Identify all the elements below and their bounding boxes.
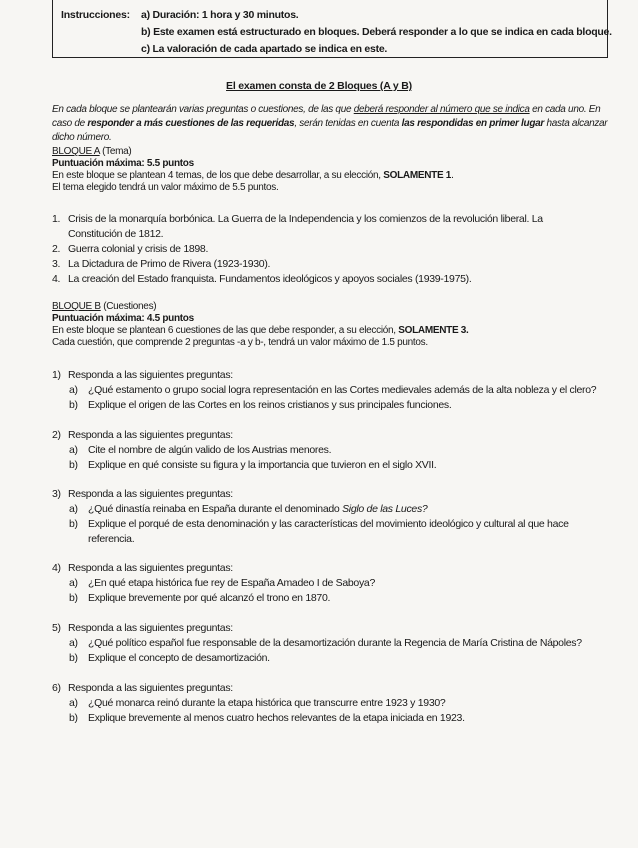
instructions-box	[52, 0, 612, 58]
text-segment: 1.	[52, 213, 61, 225]
text-segment: 3.	[52, 258, 61, 270]
text-segment: 4)	[52, 562, 61, 574]
text-segment: a)	[69, 384, 78, 396]
text-segment: 6) Responda a las siguientes preguntas:	[52, 682, 233, 694]
text-segment: 3)	[52, 488, 61, 500]
text-segment: 1)	[52, 369, 61, 381]
block-a-score: Puntuación máxima: 5.5 puntos	[52, 158, 194, 169]
block-a-name: BLOQUE A	[52, 146, 100, 157]
question-6-a: a) ¿Qué monarca reinó durante la etapa histórica que transcurre entre 1923 y 1930?	[69, 697, 446, 709]
question-3-a: a) ¿Qué dinastía reinaba en España durante el denominado Siglo de las Luces?	[69, 503, 428, 515]
block-a-desc-2: El tema elegido tendrá un valor máximo de 5.5 puntos.	[52, 182, 279, 193]
instruction-line: a) Duración: 1 hora y 30 minutos.	[141, 9, 299, 21]
question-4	[52, 561, 612, 606]
instruction-line: c) La valoración de cada apartado se indica en este.	[141, 43, 388, 55]
block-b-desc: En este bloque se plantean 6 cuestiones de las que debe responder, a su elección, SOLAMENTE 3.	[52, 325, 469, 336]
block-a-desc: En este bloque se plantean 4 temas, de los que debe desarrollar, a su elección, SOLAMENTE 1.	[52, 170, 454, 181]
block-b-header	[52, 301, 612, 349]
text-segment: a)	[69, 637, 78, 649]
text-segment: a)	[69, 577, 78, 589]
text-segment: 3) Responda a las siguientes preguntas:	[52, 488, 233, 500]
topic-list	[52, 212, 582, 287]
text-segment: 1) Responda a las siguientes preguntas:	[52, 369, 233, 381]
question-2-b: b) Explique en qué consiste su figura y la importancia que tuvieron en el siglo XVII.	[69, 459, 437, 471]
text-segment: b)	[69, 459, 78, 471]
text-segment: 4) Responda a las siguientes preguntas:	[52, 562, 233, 574]
text-segment: 5) Responda a las siguientes preguntas:	[52, 622, 233, 634]
intro-paragraph: En cada bloque se plantearán varias preguntas o cuestiones, de las que deberá responder al número que se indica en cada uno. En caso de responder a más cuestiones de las requeridas, serán tenidas en cuenta las respondidas en primer lugar hasta alcanzar dicho número.	[52, 104, 608, 143]
question-5-a: a) ¿Qué político español fue responsable de la desamortización durante la Regencia de María Cristina de Nápoles?	[69, 637, 582, 649]
block-a-kind: (Tema)	[99, 146, 132, 157]
question-4-b: b) Explique brevemente por qué alcanzó el trono en 1870.	[69, 592, 331, 604]
question-1-b: b) Explique el origen de las Cortes en los reinos cristianos y sus principales funciones.	[69, 399, 452, 411]
block-a-header	[52, 146, 612, 194]
question-2	[52, 428, 612, 473]
list-item: 3. La Dictadura de Primo de Rivera (1923-1930).	[52, 258, 271, 270]
text-segment: a)	[69, 697, 78, 709]
question-2-a: a) Cite el nombre de algún valido de los Austrias menores.	[69, 444, 332, 456]
block-b-desc-2: Cada cuestión, que comprende 2 preguntas -a y b-, tendrá un valor máximo de 1.5 puntos.	[52, 337, 428, 348]
list-item: 1. Crisis de la monarquía borbónica. La Guerra de la Independencia y los comienzos de la revolución liberal. La Constitución de 1812.	[52, 213, 543, 240]
block-b-name: BLOQUE B	[52, 301, 101, 312]
text-segment: 2)	[52, 429, 61, 441]
text-segment: 2) Responda a las siguientes preguntas:	[52, 429, 233, 441]
question-1-a: a) ¿Qué estamento o grupo social logra representación en las Cortes medievales además de la alta nobleza y el clero?	[69, 384, 597, 396]
text-segment	[52, 301, 612, 313]
block-b-score: Puntuación máxima: 4.5 puntos	[52, 313, 194, 324]
question-6-b: b) Explique brevemente al menos cuatro hechos relevantes de la etapa iniciada en 1923.	[69, 712, 465, 724]
text-segment: 2.	[52, 243, 61, 255]
exam-title: El examen consta de 2 Bloques (A y B)	[226, 80, 412, 92]
question-5-b: b) Explique el concepto de desamortización.	[69, 652, 270, 664]
text-segment: a)	[69, 444, 78, 456]
question-5	[52, 621, 612, 666]
question-4-a: a) ¿En qué etapa histórica fue rey de España Amadeo I de Saboya?	[69, 577, 375, 589]
list-item: 2. Guerra colonial y crisis de 1898.	[52, 243, 209, 255]
question-3-b: b) Explique el porqué de esta denominación y las características del movimiento ideológico y cultural al que hace referencia.	[69, 518, 569, 545]
instruction-line: b) Este examen está estructurado en bloques. Deberá responder a lo que se indica en cada bloque.	[141, 26, 612, 38]
block-b-kind: (Cuestiones)	[100, 301, 157, 312]
text-segment: b)	[69, 592, 78, 604]
text-segment: b)	[69, 652, 78, 664]
question-3	[52, 487, 612, 547]
question-1	[52, 368, 612, 413]
text-segment: b)	[69, 399, 78, 411]
text-segment	[52, 146, 612, 158]
instructions-label: Instrucciones:	[61, 9, 130, 21]
question-6	[52, 681, 612, 726]
text-segment: 4.	[52, 273, 61, 285]
text-segment: b)	[69, 518, 78, 530]
instructions-list	[141, 9, 612, 60]
text-segment: a)	[69, 503, 78, 515]
text-segment: 6)	[52, 682, 61, 694]
text-segment: b)	[69, 712, 78, 724]
list-item: 4. La creación del Estado franquista. Fundamentos ideológicos y apoyos sociales (1939-1975).	[52, 273, 472, 285]
text-segment: 5)	[52, 622, 61, 634]
